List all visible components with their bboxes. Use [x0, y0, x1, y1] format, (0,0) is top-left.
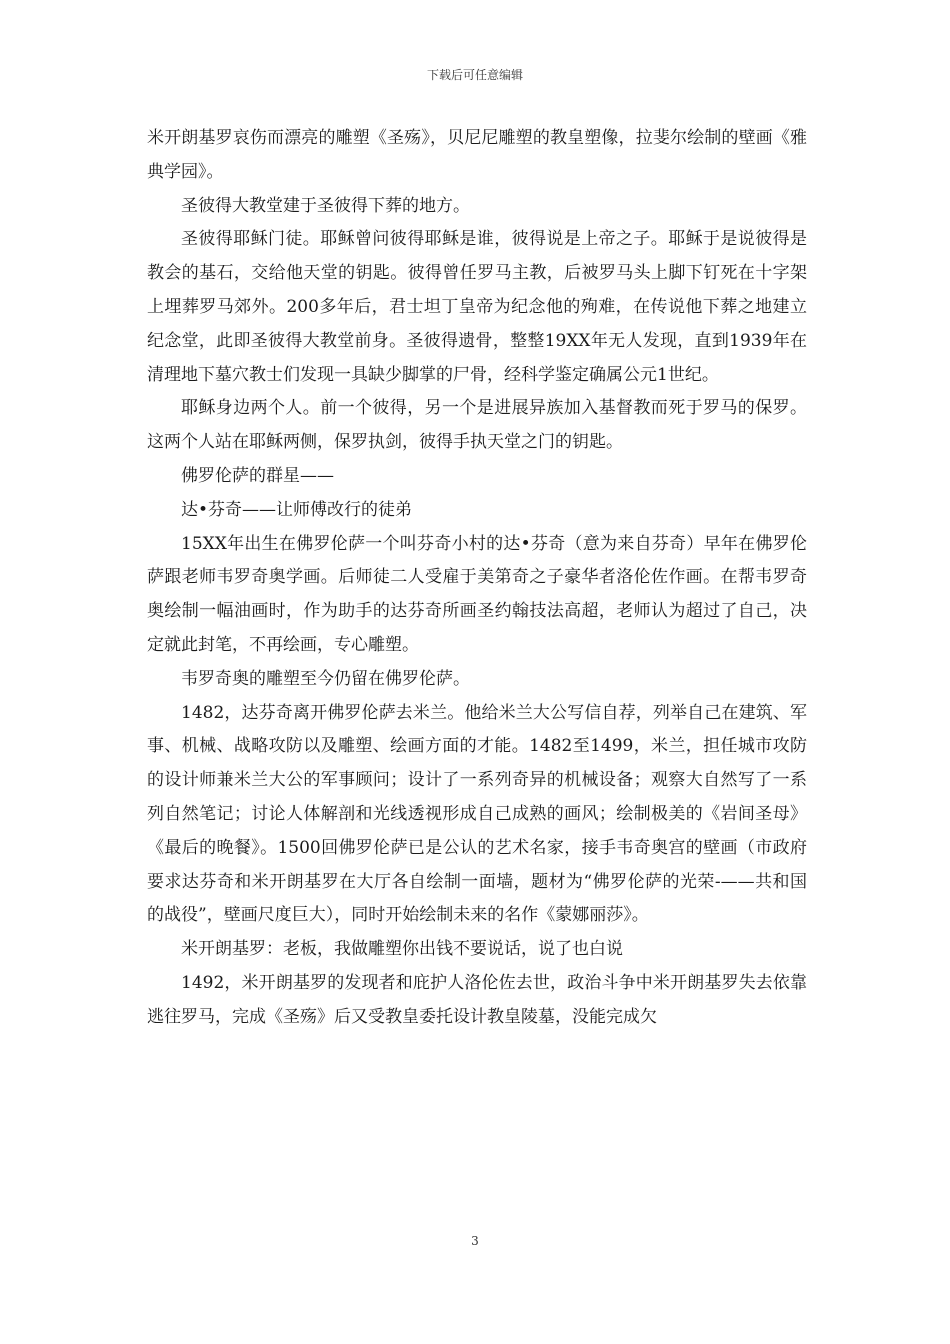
- section-heading-michelangelo: 米开朗基罗：老板，我做雕塑你出钱不要说话，说了也白说: [181, 939, 623, 960]
- paragraph-1: 米开朗基罗哀伤而漂亮的雕塑《圣殇》，贝尼尼雕塑的教皇塑像，拉斐尔绘制的壁画《雅典学园》。: [147, 128, 807, 182]
- section-heading-florence: 佛罗伦萨的群星——: [181, 465, 334, 486]
- paragraph-8: 韦罗奇奥的雕塑至今仍留在佛罗伦萨。: [181, 668, 470, 689]
- page-number: 3: [471, 1234, 479, 1248]
- page-header: 下载后可任意编辑: [426, 68, 523, 82]
- section-heading-da-vinci: 达•芬奇——让师傅改行的徒弟: [181, 499, 413, 520]
- paragraph-7: 15XX年出生在佛罗伦萨一个叫芬奇小村的达•芬奇（意为来自芬奇）早年在佛罗伦萨跟老师韦罗奇奥学画。后师徒二人受雇于美第奇之子豪华者洛伦佐作画。在帮韦罗奇奥绘制一幅油画时，作为助手的达芬奇所画圣约翰技法高超，老师认为超过了自己，决定就此封笔，不再绘画，专心雕塑。: [147, 533, 807, 655]
- paragraph-4: 耶稣身边两个人。前一个彼得，另一个是进展异族加入基督教而死于罗马的保罗。这两个人站在耶稣两侧，保罗执剑，彼得手执天堂之门的钥匙。: [147, 398, 807, 453]
- document-body: [147, 122, 807, 1035]
- paragraph-3: 圣彼得耶稣门徒。耶稣曾问彼得耶稣是谁，彼得说是上帝之子。耶稣于是说彼得是教会的基石，交给他天堂的钥匙。彼得曾任罗马主教，后被罗马头上脚下钉死在十字架上埋葬罗马郊外。200多年后，君士坦丁皇帝为纪念他的殉难，在传说他下葬之地建立纪念堂，此即圣彼得大教堂前身。圣彼得遗骨，整整19XX年无人发现，直到1939年在清理地下墓穴教士们发现一具缺少脚掌的尸骨，经科学鉴定确属公元1世纪。: [147, 229, 807, 385]
- paragraph-9: 1482，达芬奇离开佛罗伦萨去米兰。他给米兰大公写信自荐，列举自己在建筑、军事、机械、战略攻防以及雕塑、绘画方面的才能。1482至1499，米兰，担任城市攻防的设计师兼米兰大公的军事顾问；设计了一系列奇异的机械设备；观察大自然写了一系列自然笔记；讨论人体解剖和光线透视形成自己成熟的画风；绘制极美的《岩间圣母》《最后的晚餐》。1500回佛罗伦萨已是公认的艺术名家，接手韦奇奥宫的壁画（市政府要求达芬奇和米开朗基罗在大厅各自绘制一面墙，题材为“佛罗伦萨的光荣-——共和国的战役”，壁画尺度巨大），同时开始绘制未来的名作《蒙娜丽莎》。: [147, 702, 807, 926]
- paragraph-11: 1492，米开朗基罗的发现者和庇护人洛伦佐去世，政治斗争中米开朗基罗失去依靠逃往罗马，完成《圣殇》后又受教皇委托设计教皇陵墓，没能完成欠: [147, 972, 807, 1027]
- paragraph-2: 圣彼得大教堂建于圣彼得下葬的地方。: [181, 195, 470, 216]
